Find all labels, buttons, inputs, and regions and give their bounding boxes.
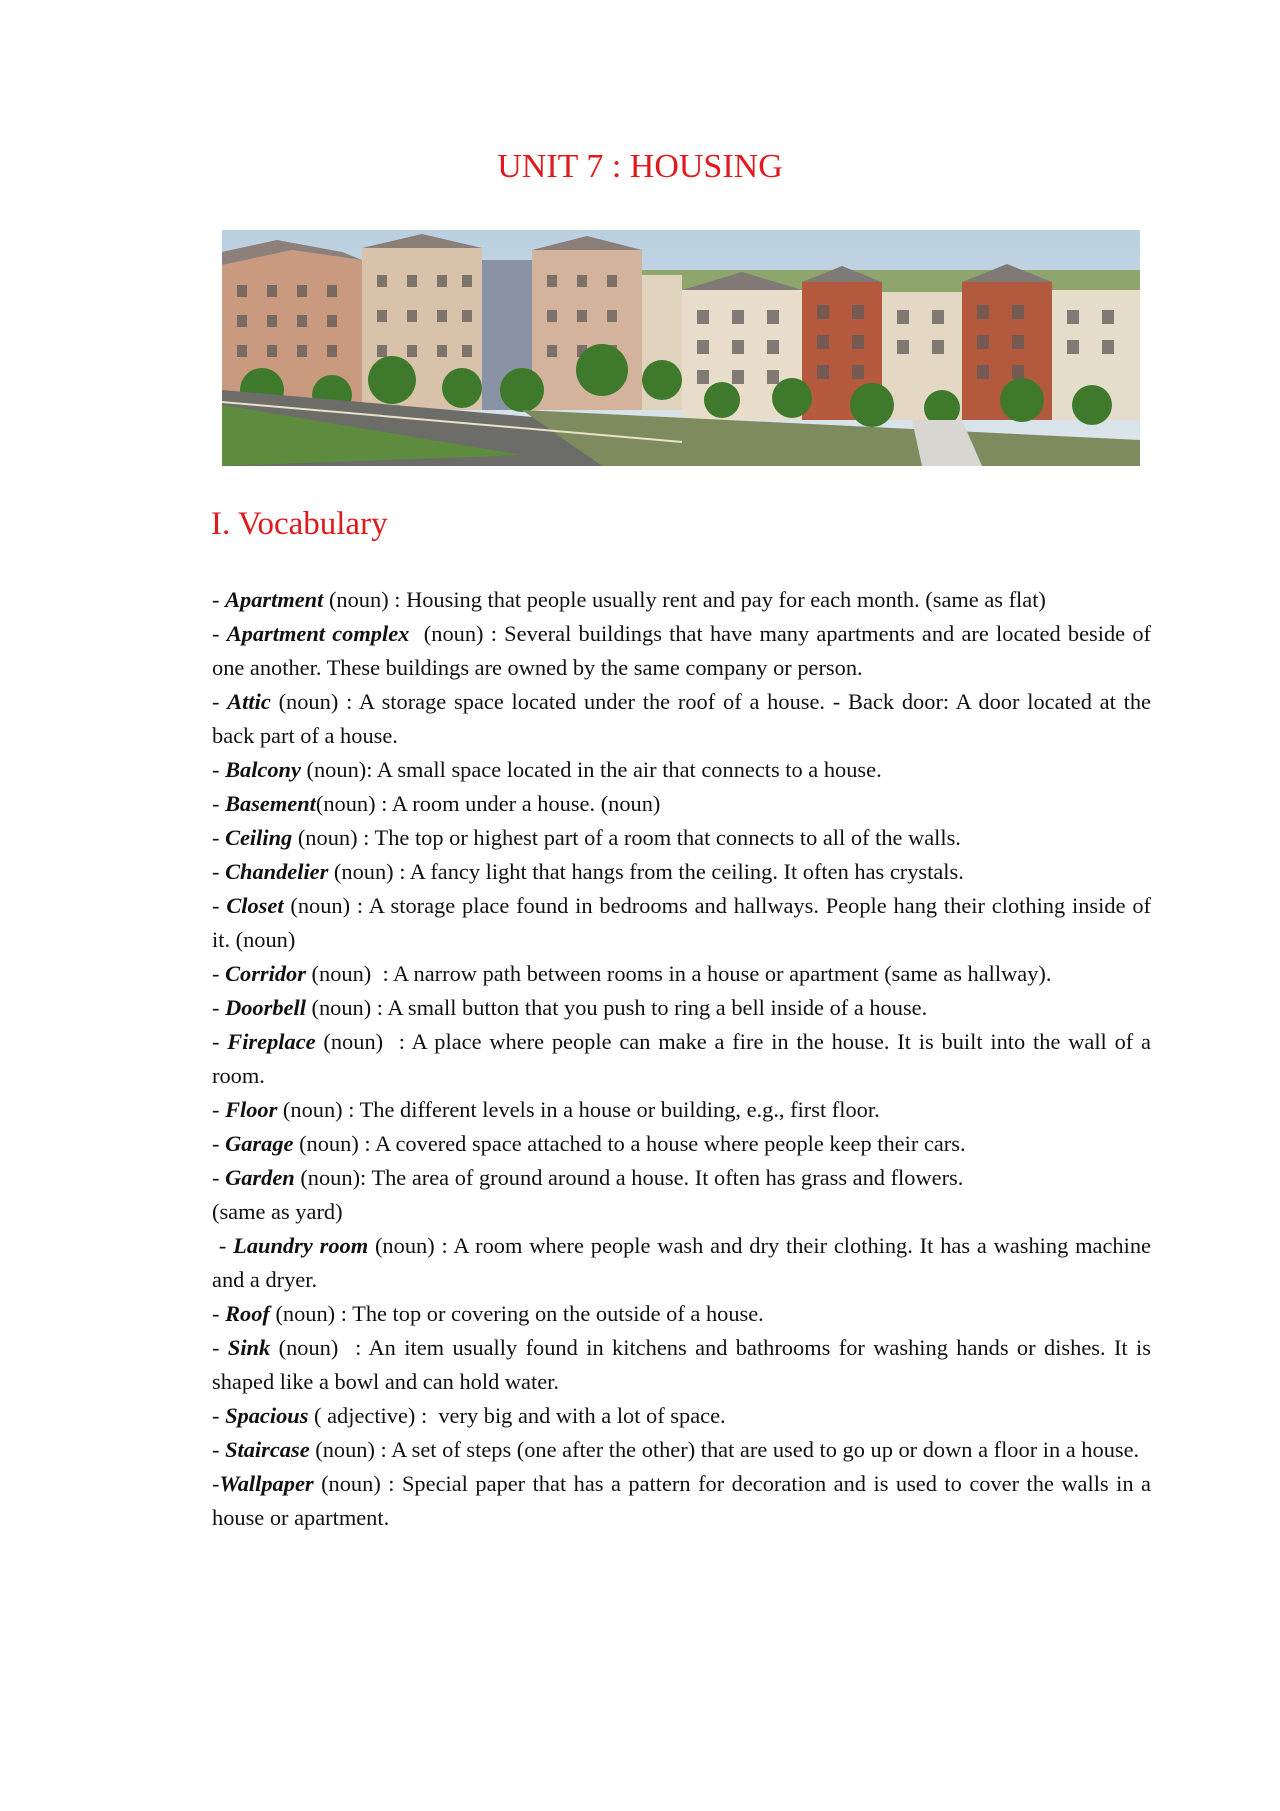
entry-prefix: - (212, 689, 228, 714)
entry-prefix: - (212, 1403, 226, 1428)
vocab-entry (212, 1331, 1157, 1399)
vocab-term: Garden (225, 1165, 295, 1190)
entry-prefix: - (212, 1301, 226, 1326)
vocab-entry (212, 1093, 1151, 1127)
vocab-term: Balcony (225, 757, 301, 782)
vocab-definition: (noun) : Housing that people usually rent and pay for each month. (same as flat) (323, 587, 1046, 612)
entry-prefix: - (212, 1165, 226, 1190)
vocabulary-list (212, 583, 1157, 1535)
vocab-entry (212, 889, 1157, 957)
vocab-term: Fireplace (227, 1029, 316, 1054)
entry-prefix: - (212, 961, 226, 986)
vocab-definition: (noun): The area of ground around a house. It often has grass and flowers. (294, 1165, 964, 1190)
entry-prefix: - (212, 587, 226, 612)
entry-prefix: - (212, 791, 226, 816)
vocab-entry (212, 1297, 1151, 1331)
vocab-term: Wallpaper (219, 1471, 314, 1496)
entry-prefix: - (212, 859, 226, 884)
vocab-entry (212, 1433, 1151, 1467)
vocab-term: Spacious (225, 1403, 309, 1428)
vocab-term: Chandelier (225, 859, 329, 884)
vocab-term: Garage (225, 1131, 294, 1156)
vocab-definition: (noun) : A place where people can make a fire in the house. It is built into the wall of a room. (212, 1029, 1157, 1088)
vocab-definition: (noun) : An item usually found in kitchens and bathrooms for washing hands or dishes. It is shaped like a bowl and can hold water. (212, 1335, 1157, 1394)
vocab-term: Apartment complex (226, 621, 410, 646)
vocab-term: Apartment (225, 587, 324, 612)
vocab-entry (212, 1161, 1151, 1195)
vocab-term: Ceiling (225, 825, 293, 850)
entry-prefix: - (212, 995, 226, 1020)
entry-prefix: - (212, 757, 226, 782)
entry-prefix: - (212, 621, 227, 646)
vocab-definition: (noun) : A room under a house. (noun) (315, 791, 661, 816)
vocab-entry (212, 583, 1151, 617)
entry-prefix: - (212, 1097, 226, 1122)
page-title: UNIT 7 : HOUSING (497, 148, 783, 185)
vocab-definition: (noun) : The different levels in a house or building, e.g., first floor. (277, 1097, 880, 1122)
entry-prefix: - (212, 1233, 234, 1258)
section-heading: I. Vocabulary (211, 506, 388, 542)
vocab-definition: (noun) : A fancy light that hangs from the ceiling. It often has crystals. (328, 859, 964, 884)
vocab-definition: (noun): A small space located in the air that connects to a house. (300, 757, 882, 782)
vocab-entry (212, 1025, 1157, 1093)
entry-prefix: - (212, 1471, 220, 1496)
vocab-entry (212, 821, 1151, 855)
entry-prefix: - (212, 1437, 226, 1462)
vocab-definition: (same as yard) (212, 1199, 343, 1224)
vocab-term: Staircase (225, 1437, 310, 1462)
vocab-definition: (noun) : A narrow path between rooms in a house or apartment (same as hallway). (305, 961, 1052, 986)
vocab-definition: (noun) : A covered space attached to a house where people keep their cars. (293, 1131, 966, 1156)
vocab-entry (212, 787, 1151, 821)
vocab-definition: (noun) : Several buildings that have many apartments and are located beside of one another. These buildings are owned by the same company or person. (212, 621, 1157, 680)
vocab-entry (212, 617, 1157, 685)
vocab-entry (212, 753, 1151, 787)
entry-prefix: - (212, 893, 227, 918)
entry-prefix: - (212, 825, 226, 850)
vocab-term: Attic (227, 689, 271, 714)
entry-prefix: - (212, 1029, 228, 1054)
vocab-definition: (noun) : A room where people wash and dry their clothing. It has a washing machine and a dryer. (212, 1233, 1157, 1292)
vocab-term: Basement (225, 791, 316, 816)
vocab-term: Sink (227, 1335, 271, 1360)
entry-prefix: - (212, 1335, 228, 1360)
vocab-entry (212, 991, 1151, 1025)
vocab-term: Roof (225, 1301, 270, 1326)
vocab-term: Closet (226, 893, 284, 918)
vocab-entry (212, 1127, 1151, 1161)
vocab-entry (212, 957, 1151, 991)
vocab-definition: (noun) : A storage space located under the roof of a house. - Back door: A door located at the back part of a house. (212, 689, 1157, 748)
vocab-definition: (noun) : A storage place found in bedrooms and hallways. People hang their clothing inside of it. (noun) (212, 893, 1157, 952)
entry-prefix: - (212, 1131, 226, 1156)
vocab-entry (212, 1229, 1157, 1297)
apartment-complex-photo (222, 230, 1140, 466)
vocab-term: Laundry room (233, 1233, 369, 1258)
vocab-entry (212, 1195, 1151, 1229)
vocab-definition: (noun) : A small button that you push to ring a bell inside of a house. (305, 995, 928, 1020)
vocab-definition: (noun) : A set of steps (one after the other) that are used to go up or down a floor in a house. (309, 1437, 1140, 1462)
vocab-definition: (noun) : Special paper that has a pattern for decoration and is used to cover the walls in a house or apartment. (212, 1471, 1157, 1530)
vocab-term: Corridor (225, 961, 306, 986)
vocab-entry (212, 855, 1151, 889)
vocab-term: Doorbell (225, 995, 306, 1020)
vocab-term: Floor (225, 1097, 278, 1122)
vocab-entry (212, 1467, 1157, 1535)
vocab-definition: ( adjective) : very big and with a lot of space. (308, 1403, 726, 1428)
vocab-definition: (noun) : The top or covering on the outside of a house. (269, 1301, 764, 1326)
vocab-entry (212, 1399, 1151, 1433)
vocab-definition: (noun) : The top or highest part of a room that connects to all of the walls. (292, 825, 961, 850)
vocab-entry (212, 685, 1157, 753)
